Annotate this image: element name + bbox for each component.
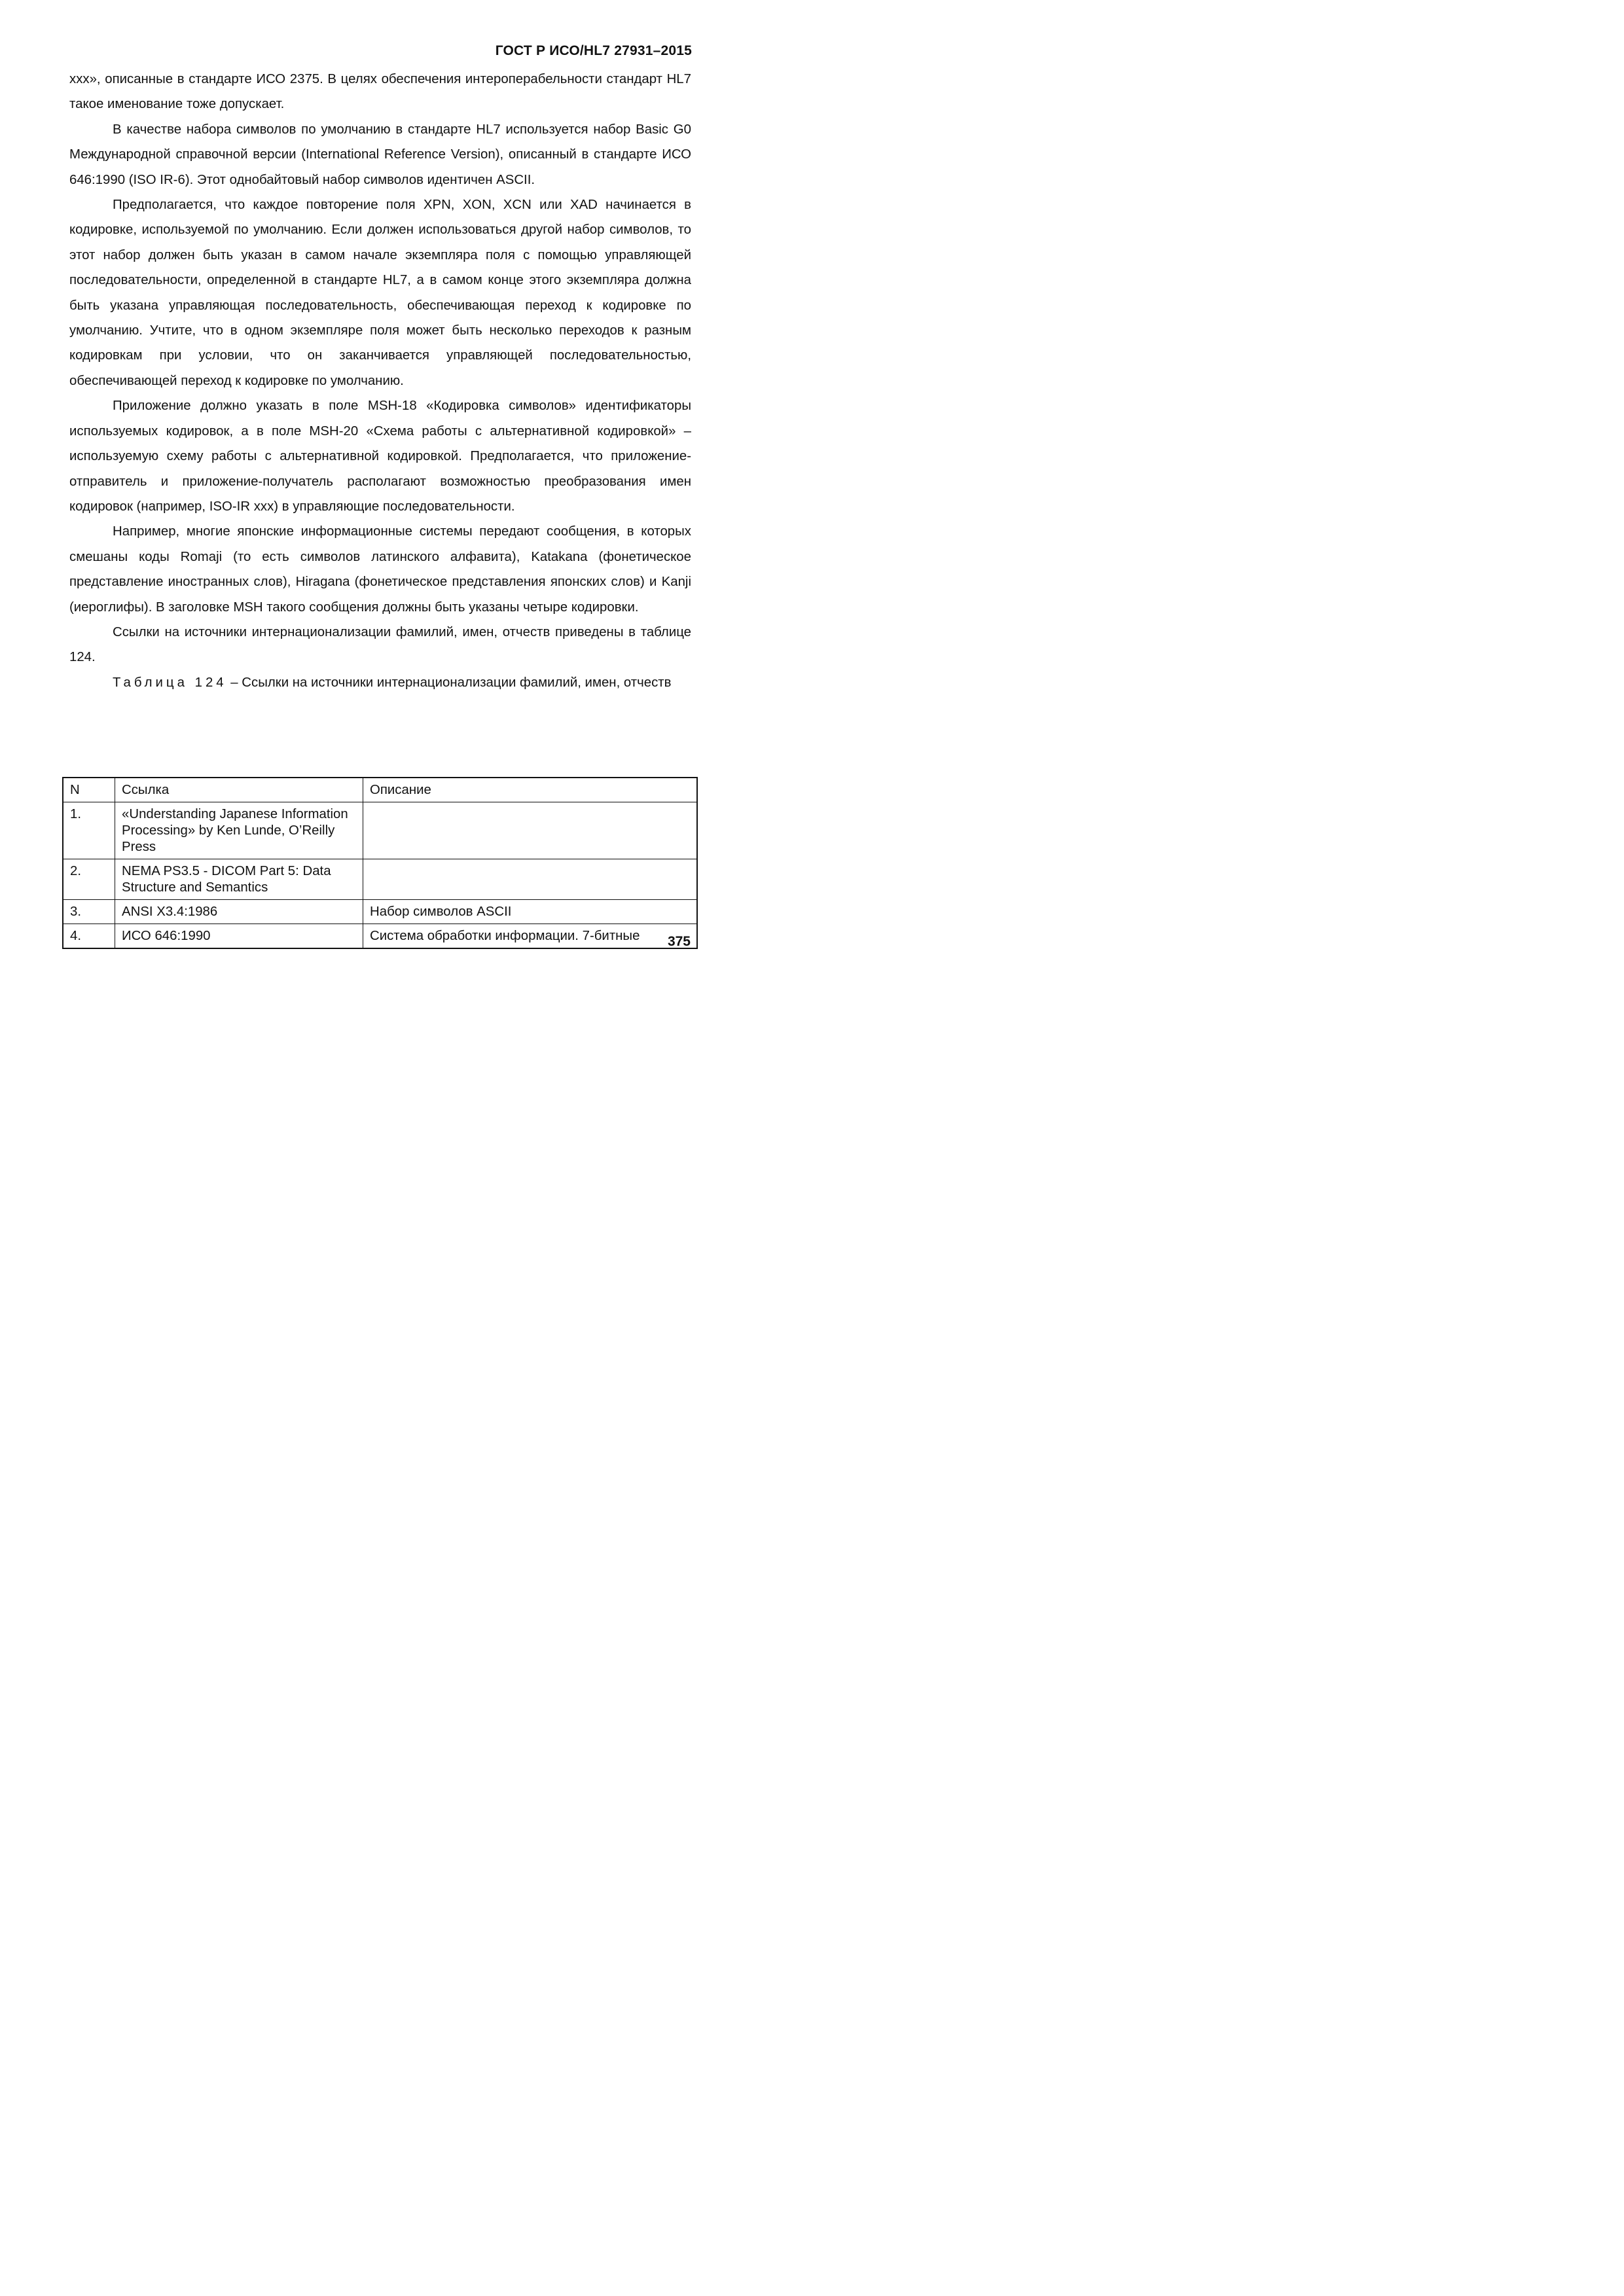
paragraph: В качестве набора символов по умолчанию в стандарте HL7 используется набор Basic G0 Международной справочной версии (International Reference Version), описанный в стандарте ИСО 646:1990 (ISO IR-6). Этот однобайтовый набор символов идентичен ASCII. (69, 122, 691, 187)
cell-reference: «Understanding Japanese Information Processing» by Ken Lunde, O’Reilly Press (115, 802, 363, 859)
document-page (0, 0, 723, 1022)
cell-description: Система обработки информации. 7-битные (363, 924, 698, 949)
cell-reference: ANSI X3.4:1986 (115, 900, 363, 924)
cell-number: 4. (63, 924, 115, 949)
table-row (63, 802, 697, 859)
table-row (63, 859, 697, 900)
paragraph: Ссылки на источники интернационализации фамилий, имен, отчеств приведены в таблице 124. (69, 624, 691, 665)
cell-description (363, 802, 698, 859)
column-header-reference: Ссылка (115, 778, 363, 802)
paragraph: ххх», описанные в стандарте ИСО 2375. В целях обеспечения интероперабельности стандарт HL7 такое именование тоже допускает. (69, 72, 691, 112)
table-caption (69, 670, 691, 695)
cell-number: 1. (63, 802, 115, 859)
cell-number: 3. (63, 900, 115, 924)
references-table (62, 777, 698, 949)
table-caption-label: Таблица 124 (113, 675, 227, 690)
paragraph: Предполагается, что каждое повторение поля XPN, XON, XCN или XAD начинается в кодировке, используемой по умолчанию. Если должен использоваться другой набор символов, то этот набор должен быть указан в самом начале экземпляра поля с помощью управляющей последовательности, определенной в стандарте HL7, а в самом конце этого экземпляра должна быть указана управляющая последовательность, обеспечивающая переход к кодировке по умолчанию. Учтите, что в одном экземпляре поля может быть несколько переходов к разным кодировкам при условии, что он заканчивается управляющей последовательностью, обеспечивающей переход к кодировке по умолчанию. (69, 198, 691, 388)
cell-reference: NEMA PS3.5 - DICOM Part 5: Data Structure and Semantics (115, 859, 363, 900)
paragraph: Например, многие японские информационные системы передают сообщения, в которых смешаны коды Romaji (то есть символов латинского алфавита), Katakana (фонетическое представление иностранных слов), Hiragana (фонетическое представления японских слов) и Kanji (иероглифы). В заголовке MSH такого сообщения должны быть указаны четыре кодировки. (69, 524, 691, 615)
table-row (63, 924, 697, 949)
cell-reference: ИСО 646:1990 (115, 924, 363, 949)
cell-description: Набор символов ASCII (363, 900, 698, 924)
table-header-row (63, 778, 697, 802)
cell-number: 2. (63, 859, 115, 900)
column-header-n: N (63, 778, 115, 802)
body-text (69, 67, 691, 695)
standard-header: ГОСТ Р ИСО/HL7 27931–2015 (495, 43, 692, 58)
cell-description (363, 859, 698, 900)
column-header-description: Описание (363, 778, 698, 802)
paragraph: Приложение должно указать в поле MSH-18 «Кодировка символов» идентификаторы используемых кодировок, а в поле MSH-20 «Схема работы с альтернативной кодировкой» – используемую схему работы с альтернативной кодировкой. Предполагается, что приложение-отправитель и приложение-получатель располагают возможностью преобразования имен кодировок (например, ISO-IR ххх) в управляющие последовательности. (69, 399, 691, 514)
table-row (63, 900, 697, 924)
table-caption-text: – Ссылки на источники интернационализации фамилий, имен, отчеств (226, 675, 672, 690)
page-number: 375 (667, 934, 691, 949)
